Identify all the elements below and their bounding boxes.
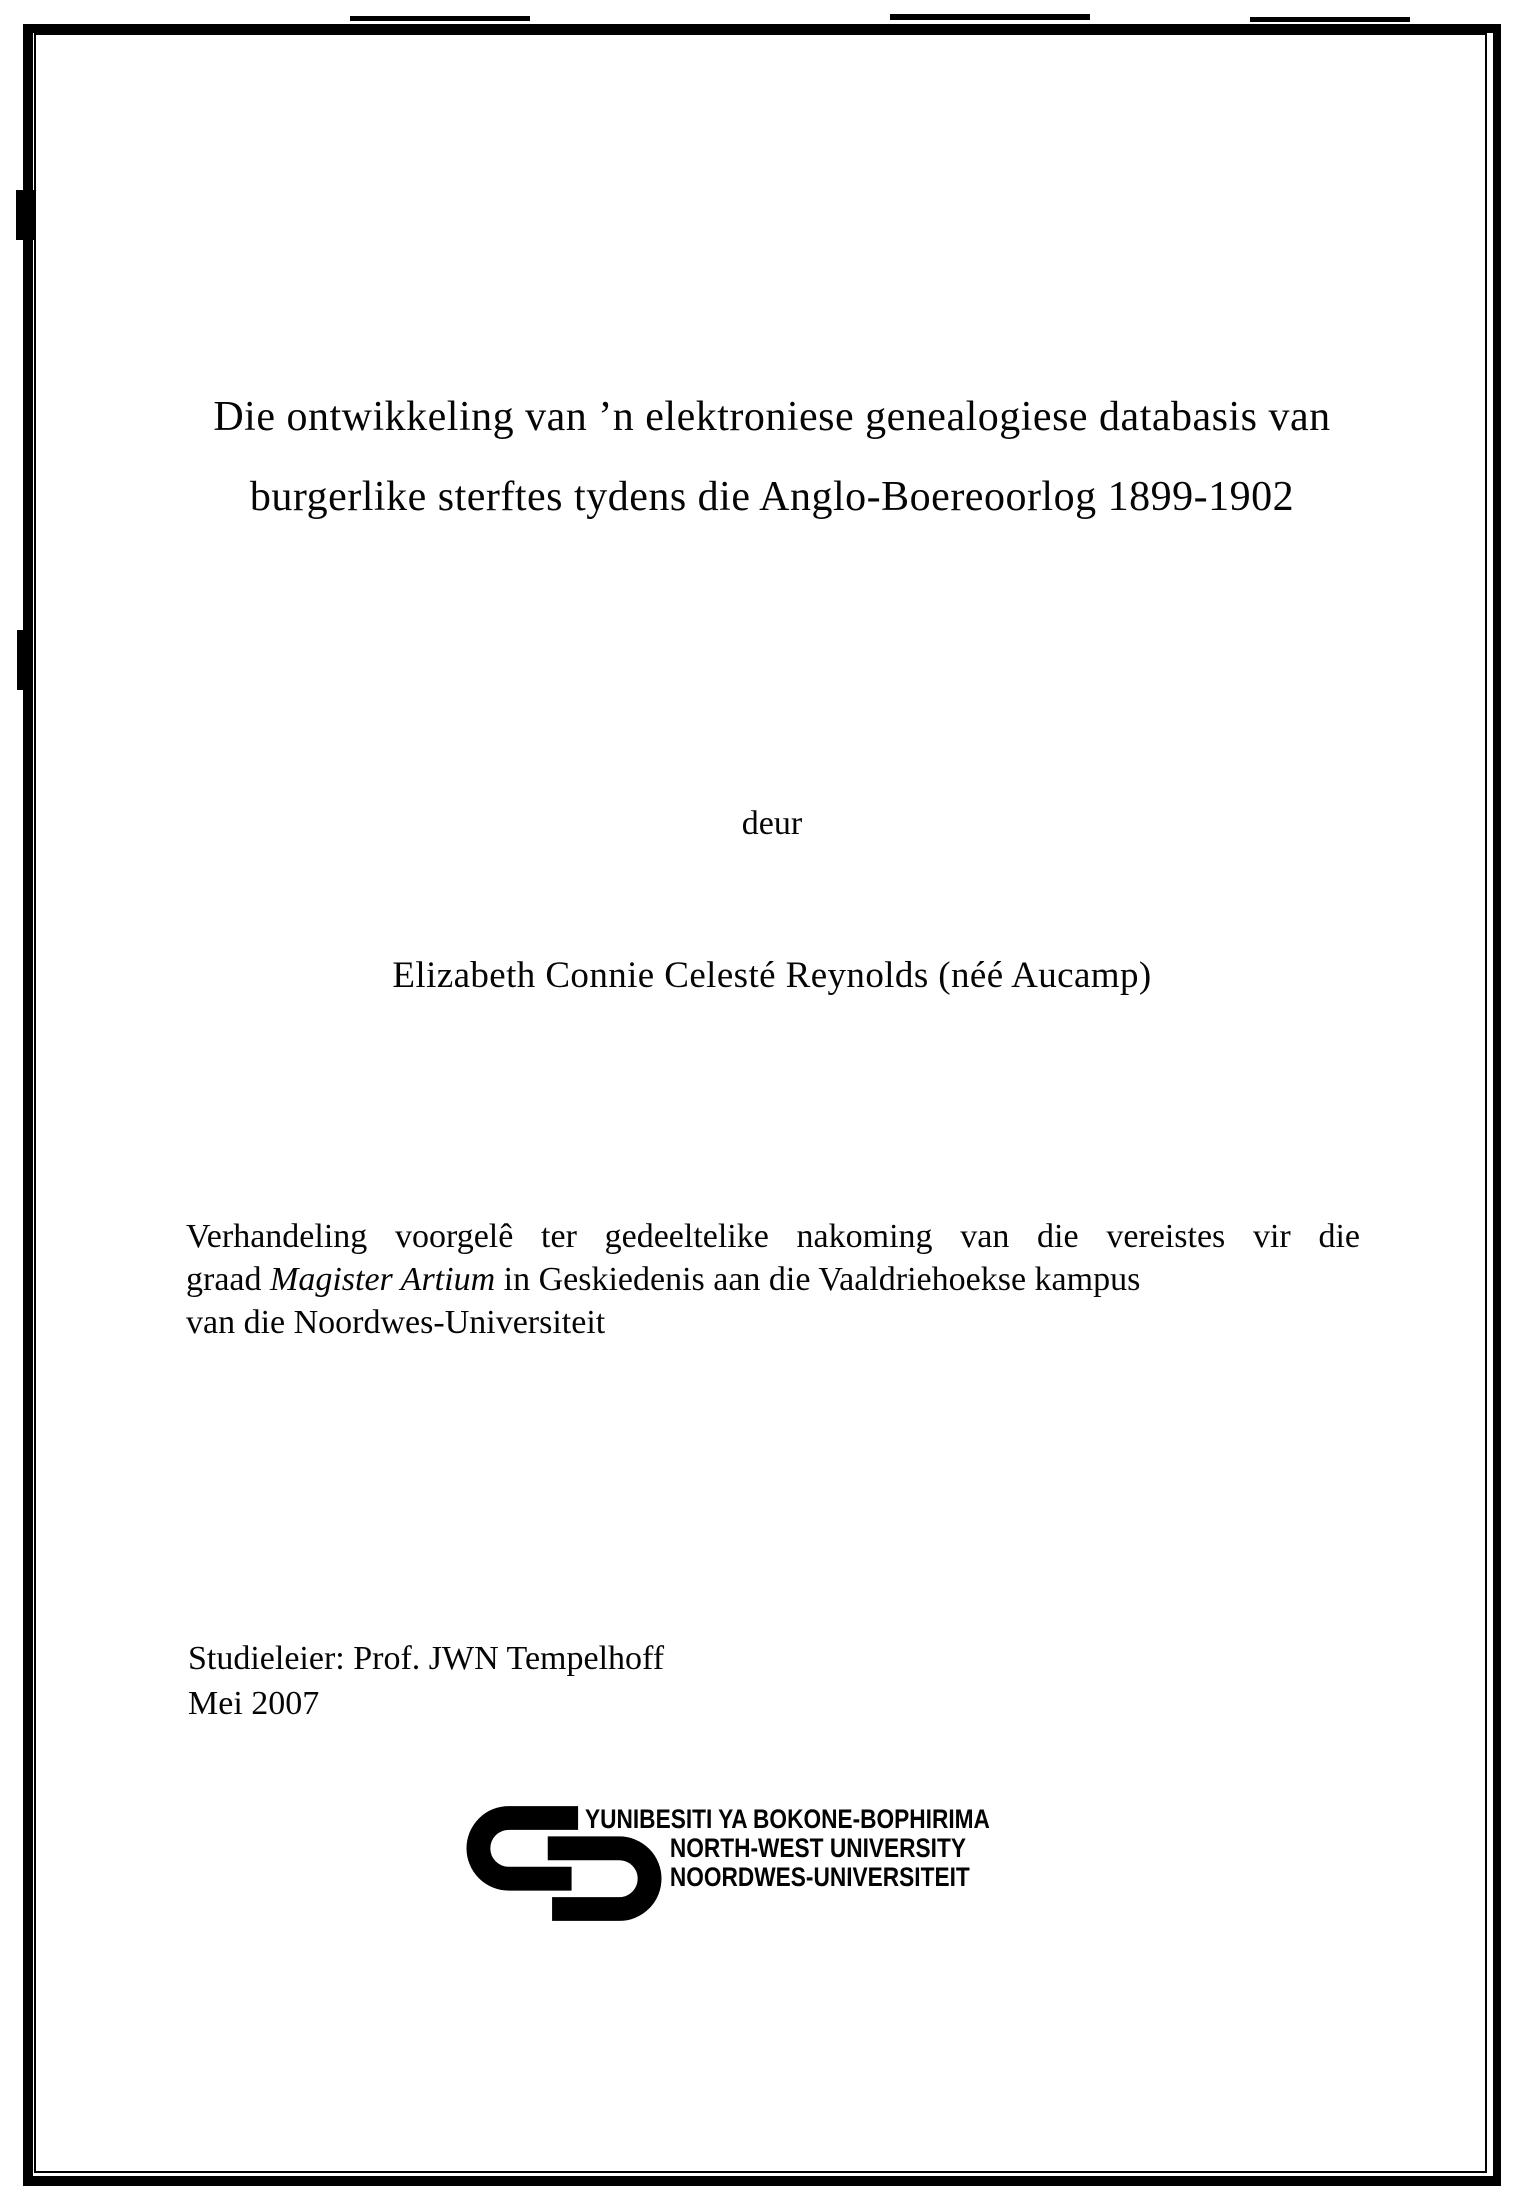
- scan-artifact: [350, 16, 530, 21]
- scan-artifact: [16, 190, 36, 240]
- description-line3: van die Noordwes-Universiteit: [186, 1304, 606, 1341]
- supervisor-line: Studieleier: Prof. JWN Tempelhoff: [188, 1640, 665, 1677]
- byline-label: deur: [741, 805, 803, 842]
- supervisor-block: [188, 1636, 1088, 1726]
- author-name: Elizabeth Connie Celesté Reynolds (néé Aucamp): [392, 955, 1152, 996]
- logo-text-english: NORTH-WEST UNIVERSITY: [669, 1833, 966, 1863]
- scan-artifact: [17, 630, 32, 690]
- scan-artifact: [890, 14, 1090, 20]
- degree-name-italic: Magister Artium: [270, 1261, 496, 1298]
- thesis-title-line2: burgerlike sterftes tydens die Anglo-Boereoorlog 1899-1902: [249, 474, 1295, 520]
- scan-artifact: [1250, 17, 1410, 22]
- description-line2-pre: graad: [186, 1261, 271, 1298]
- logo-text-afrikaans: NOORDWES-UNIVERSITEIT: [669, 1862, 970, 1892]
- description-line2-post: in Geskiedenis aan die Vaaldriehoekse kampus: [495, 1261, 1141, 1298]
- description-line2: [186, 1258, 1360, 1301]
- university-logo: [450, 1792, 1150, 1942]
- university-logo-text: [585, 1805, 990, 1892]
- date-line: Mei 2007: [188, 1685, 320, 1722]
- thesis-title: [185, 377, 1359, 537]
- description-line1: Verhandeling voorgelê ter gedeeltelike nakoming van die vereistes vir die: [186, 1218, 1360, 1255]
- submission-description: [186, 1215, 1360, 1344]
- logo-text-setswana: YUNIBESITI YA BOKONE-BOPHIRIMA: [585, 1804, 990, 1834]
- thesis-title-line1: Die ontwikkeling van ’n elektroniese genealogiese databasis van: [213, 394, 1331, 440]
